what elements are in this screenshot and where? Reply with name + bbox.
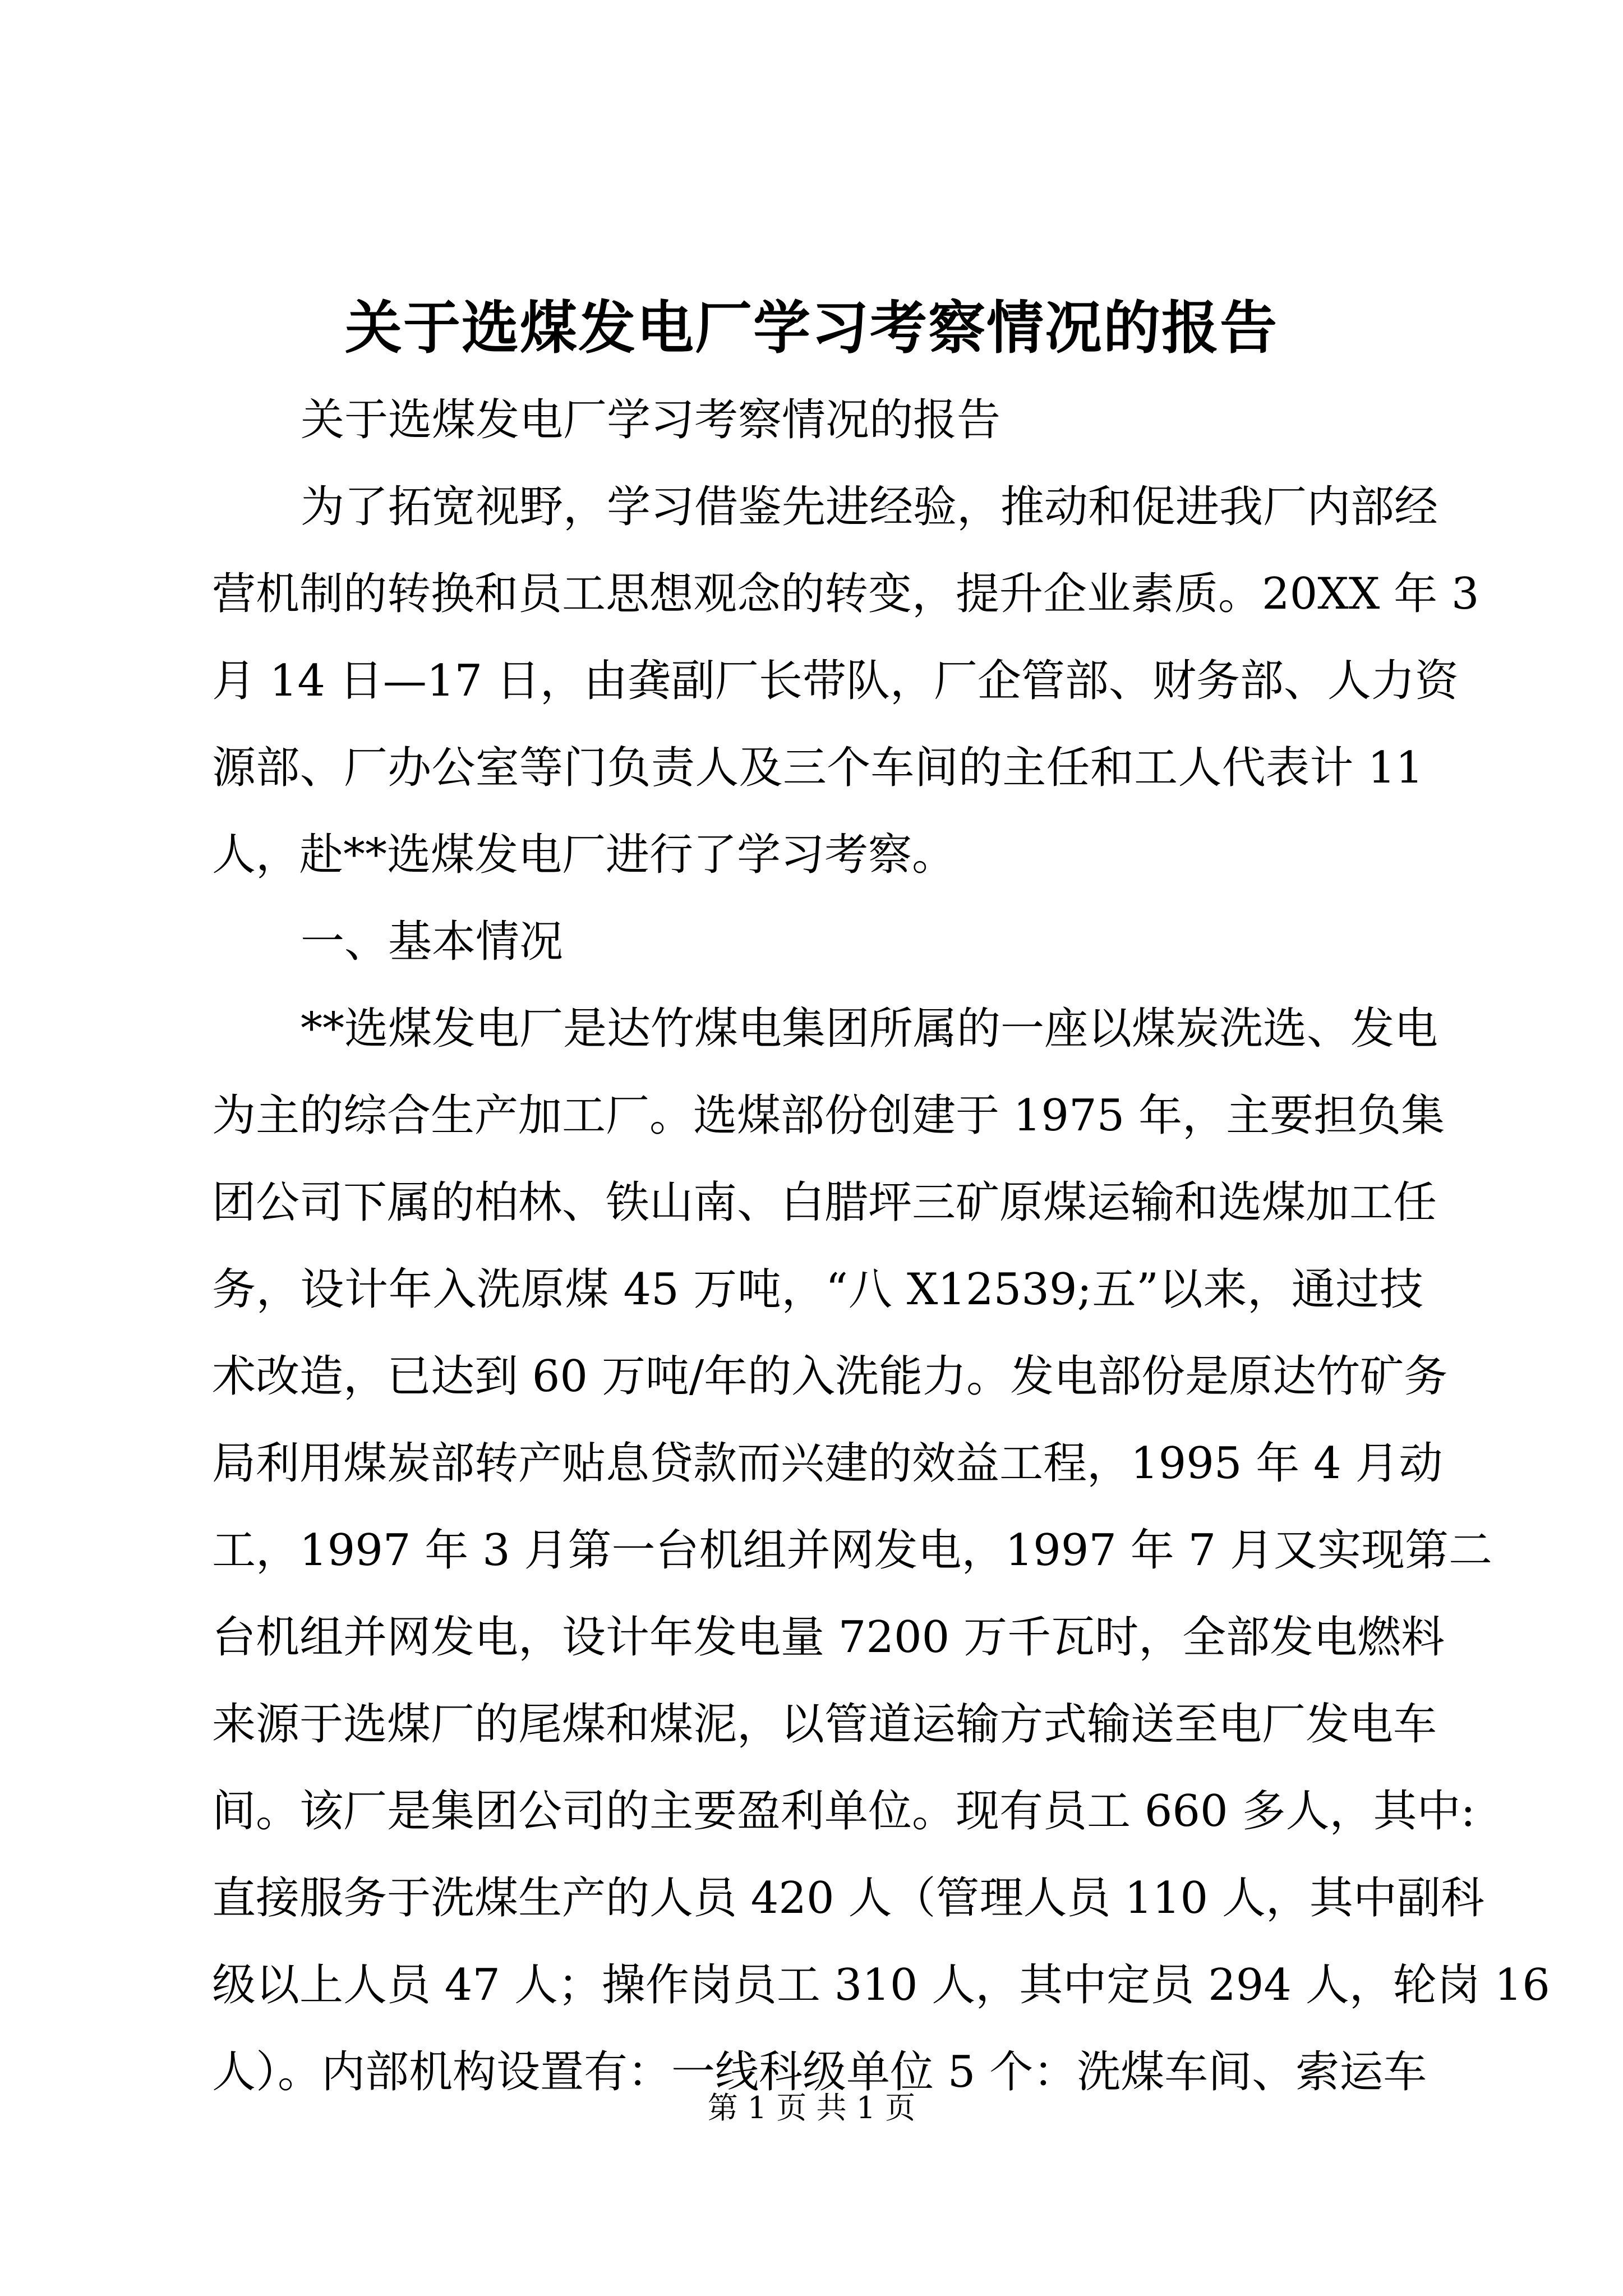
paragraph-line: 人）。内部机构设置有：一线科级单位 5 个：洗煤车间、索运车 xyxy=(212,2047,1427,2097)
paragraph-line: 来源于选煤厂的尾煤和煤泥，以管道运输方式输送至电厂发电车 xyxy=(212,1699,1437,1750)
paragraph-line: 台机组并网发电，设计年发电量 7200 万千瓦时，全部发电燃料 xyxy=(212,1612,1445,1663)
paragraph-line: 间。该厂是集团公司的主要盈利单位。现有员工 660 多人，其中: xyxy=(212,1786,1476,1837)
paragraph-line: 直接服务于洗煤生产的人员 420 人（管理人员 110 人，其中副科 xyxy=(212,1873,1484,1924)
paragraph-line: 为主的综合生产加工厂。选煤部份创建于 1975 年，主要担负集 xyxy=(212,1091,1445,1141)
paragraph-line: 人，赴**选煤发电厂进行了学习考察。 xyxy=(212,830,956,880)
paragraph-line: 营机制的转换和员工思想观念的转变，提升企业素质。20XX 年 3 xyxy=(212,569,1479,619)
section-heading: 一、基本情况 xyxy=(301,917,564,967)
paragraph-line: 级以上人员 47 人；操作岗员工 310 人，其中定员 294 人，轮岗 16 xyxy=(212,1960,1550,2010)
document-title: 关于选煤发电厂学习考察情况的报告 xyxy=(345,295,1278,362)
paragraph-line: 源部、厂办公室等门负责人及三个车间的主任和工人代表计 11 xyxy=(212,743,1423,793)
paragraph-line: 月 14 日—17 日，由龚副厂长带队，厂企管部、财务部、人力资 xyxy=(212,656,1459,706)
paragraph-line: 术改造，已达到 60 万吨/年的入洗能力。发电部份是原达竹矿务 xyxy=(212,1351,1448,1402)
paragraph-line: 务，设计年入洗原煤 45 万吨，“八 X12539;五”以来，通过技 xyxy=(212,1264,1423,1315)
paragraph-line: 为了拓宽视野，学习借鉴先进经验，推动和促进我厂内部经 xyxy=(301,482,1438,532)
document-body xyxy=(212,377,1550,2116)
paragraph-line: 工，1997 年 3 月第一台机组并网发电，1997 年 7 月又实现第二 xyxy=(212,1525,1493,1576)
paragraph-line: 团公司下属的柏林、铁山南、白腊坪三矿原煤运输和选煤加工任 xyxy=(212,1177,1437,1228)
paragraph-line: 局利用煤炭部转产贴息贷款而兴建的效益工程，1995 年 4 月动 xyxy=(212,1438,1443,1489)
body-heading: 关于选煤发电厂学习考察情况的报告 xyxy=(301,395,1001,445)
page-number: 第 1 页 共 1 页 xyxy=(707,2090,916,2125)
paragraph-line: **选煤发电厂是达竹煤电集团所属的一座以煤炭洗选、发电 xyxy=(301,1004,1438,1054)
